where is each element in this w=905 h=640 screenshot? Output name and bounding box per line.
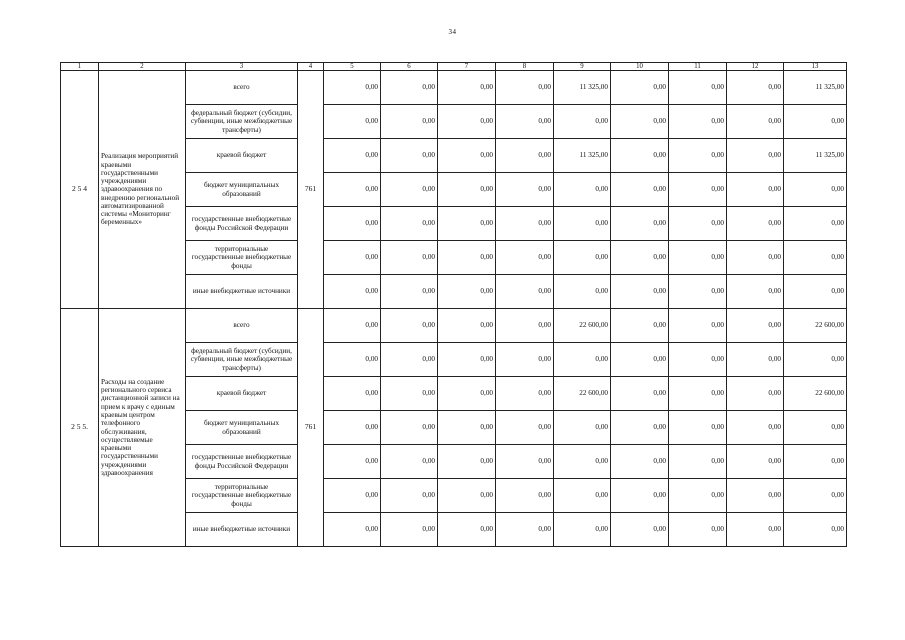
funding-source: государственные внебюджетные фонды Российской Федерации <box>186 207 298 241</box>
amount-cell: 0,00 <box>611 139 669 173</box>
amount-cell: 0,00 <box>727 479 784 513</box>
amount-cell: 0,00 <box>496 479 554 513</box>
amount-cell: 0,00 <box>611 275 669 309</box>
amount-cell: 0,00 <box>324 275 381 309</box>
table-body <box>61 63 847 547</box>
amount-cell: 0,00 <box>727 241 784 275</box>
amount-cell: 0,00 <box>727 275 784 309</box>
amount-cell: 0,00 <box>381 173 438 207</box>
amount-cell: 0,00 <box>496 445 554 479</box>
funding-source: иные внебюджетные источники <box>186 513 298 547</box>
column-number-row <box>61 63 847 71</box>
amount-cell: 0,00 <box>496 241 554 275</box>
amount-cell: 22 600,00 <box>784 309 847 343</box>
amount-cell: 0,00 <box>438 343 496 377</box>
column-number: 13 <box>784 63 847 71</box>
amount-cell: 0,00 <box>784 513 847 547</box>
budget-table <box>60 62 847 547</box>
amount-cell: 0,00 <box>669 411 727 445</box>
funding-source: бюджет муниципальных образований <box>186 411 298 445</box>
amount-cell: 0,00 <box>324 207 381 241</box>
amount-cell: 0,00 <box>554 479 611 513</box>
amount-cell: 0,00 <box>324 309 381 343</box>
amount-cell: 0,00 <box>438 377 496 411</box>
amount-cell: 0,00 <box>727 207 784 241</box>
amount-cell: 0,00 <box>324 71 381 105</box>
funding-source: федеральный бюджет (субсидии, субвенции, иные межбюджетные трансферты) <box>186 343 298 377</box>
amount-cell: 0,00 <box>669 309 727 343</box>
amount-cell: 0,00 <box>669 343 727 377</box>
column-number: 1 <box>61 63 99 71</box>
funding-source: краевой бюджет <box>186 377 298 411</box>
amount-cell: 0,00 <box>438 139 496 173</box>
activity-title: Расходы на создание регионального сервиса дистанционной записи на прием к врачу с единым краевым центром телефонного обслуживания, осуществляемые краевыми государственными учреждениями здравоохранения <box>99 309 186 547</box>
amount-cell: 0,00 <box>554 513 611 547</box>
amount-cell: 0,00 <box>554 275 611 309</box>
column-number: 12 <box>727 63 784 71</box>
amount-cell: 0,00 <box>611 309 669 343</box>
amount-cell: 0,00 <box>438 207 496 241</box>
amount-cell: 0,00 <box>669 207 727 241</box>
amount-cell: 0,00 <box>381 105 438 139</box>
funding-source: краевой бюджет <box>186 139 298 173</box>
amount-cell: 0,00 <box>324 241 381 275</box>
amount-cell: 0,00 <box>438 411 496 445</box>
amount-cell: 0,00 <box>438 445 496 479</box>
amount-cell: 0,00 <box>727 343 784 377</box>
amount-cell: 0,00 <box>381 445 438 479</box>
column-number: 6 <box>381 63 438 71</box>
amount-cell: 0,00 <box>784 275 847 309</box>
amount-cell: 0,00 <box>727 445 784 479</box>
amount-cell: 0,00 <box>496 139 554 173</box>
amount-cell: 0,00 <box>611 71 669 105</box>
amount-cell: 0,00 <box>381 377 438 411</box>
funding-source: территориальные государственные внебюджетные фонды <box>186 479 298 513</box>
amount-cell: 11 325,00 <box>554 71 611 105</box>
amount-cell: 0,00 <box>324 513 381 547</box>
funding-source: всего <box>186 309 298 343</box>
amount-cell: 0,00 <box>381 275 438 309</box>
column-number: 4 <box>298 63 324 71</box>
amount-cell: 0,00 <box>784 207 847 241</box>
amount-cell: 0,00 <box>784 479 847 513</box>
amount-cell: 0,00 <box>669 173 727 207</box>
amount-cell: 0,00 <box>381 241 438 275</box>
column-number: 2 <box>99 63 186 71</box>
amount-cell: 0,00 <box>496 343 554 377</box>
column-number: 5 <box>324 63 381 71</box>
amount-cell: 0,00 <box>381 479 438 513</box>
amount-cell: 0,00 <box>611 173 669 207</box>
amount-cell: 0,00 <box>554 411 611 445</box>
amount-cell: 0,00 <box>438 309 496 343</box>
amount-cell: 0,00 <box>324 139 381 173</box>
amount-cell: 0,00 <box>727 139 784 173</box>
amount-cell: 0,00 <box>381 207 438 241</box>
amount-cell: 0,00 <box>669 479 727 513</box>
amount-cell: 0,00 <box>727 71 784 105</box>
activity-title: Реализация мероприятий краевыми государственными учреждениями здравоохранения по внедрению региональной автоматизированной системы «Мониторинг беременных» <box>99 71 186 309</box>
amount-cell: 0,00 <box>669 377 727 411</box>
amount-cell: 22 600,00 <box>554 309 611 343</box>
amount-cell: 0,00 <box>611 241 669 275</box>
amount-cell: 0,00 <box>727 309 784 343</box>
column-number: 11 <box>669 63 727 71</box>
amount-cell: 0,00 <box>496 411 554 445</box>
amount-cell: 0,00 <box>554 445 611 479</box>
amount-cell: 0,00 <box>727 513 784 547</box>
amount-cell: 0,00 <box>438 173 496 207</box>
column-number: 7 <box>438 63 496 71</box>
amount-cell: 0,00 <box>669 71 727 105</box>
amount-cell: 0,00 <box>496 71 554 105</box>
amount-cell: 0,00 <box>611 105 669 139</box>
amount-cell: 0,00 <box>496 173 554 207</box>
amount-cell: 0,00 <box>611 513 669 547</box>
amount-cell: 0,00 <box>381 411 438 445</box>
amount-cell: 0,00 <box>727 105 784 139</box>
column-number: 8 <box>496 63 554 71</box>
table-row <box>61 309 847 343</box>
amount-cell: 22 600,00 <box>784 377 847 411</box>
amount-cell: 0,00 <box>554 343 611 377</box>
amount-cell: 0,00 <box>669 445 727 479</box>
amount-cell: 11 325,00 <box>554 139 611 173</box>
amount-cell: 0,00 <box>381 139 438 173</box>
amount-cell: 0,00 <box>438 241 496 275</box>
amount-cell: 0,00 <box>784 343 847 377</box>
page-number: 34 <box>448 28 457 36</box>
amount-cell: 0,00 <box>784 105 847 139</box>
amount-cell: 0,00 <box>611 343 669 377</box>
amount-cell: 0,00 <box>438 71 496 105</box>
amount-cell: 0,00 <box>381 309 438 343</box>
amount-cell: 0,00 <box>669 105 727 139</box>
amount-cell: 0,00 <box>381 513 438 547</box>
amount-cell: 0,00 <box>611 207 669 241</box>
funding-source: иные внебюджетные источники <box>186 275 298 309</box>
amount-cell: 0,00 <box>554 207 611 241</box>
amount-cell: 11 325,00 <box>784 139 847 173</box>
grbs-code: 761 <box>298 309 324 547</box>
amount-cell: 0,00 <box>381 343 438 377</box>
amount-cell: 0,00 <box>554 241 611 275</box>
amount-cell: 0,00 <box>324 479 381 513</box>
amount-cell: 0,00 <box>669 275 727 309</box>
amount-cell: 0,00 <box>324 445 381 479</box>
funding-source: территориальные государственные внебюджетные фонды <box>186 241 298 275</box>
activity-code: 2 5 4 <box>61 71 99 309</box>
amount-cell: 0,00 <box>727 411 784 445</box>
amount-cell: 0,00 <box>496 207 554 241</box>
amount-cell: 0,00 <box>784 411 847 445</box>
amount-cell: 0,00 <box>669 513 727 547</box>
amount-cell: 0,00 <box>438 105 496 139</box>
amount-cell: 22 600,00 <box>554 377 611 411</box>
activity-code: 2 5 5. <box>61 309 99 547</box>
amount-cell: 0,00 <box>727 377 784 411</box>
amount-cell: 0,00 <box>324 411 381 445</box>
column-number: 9 <box>554 63 611 71</box>
amount-cell: 0,00 <box>611 445 669 479</box>
amount-cell: 0,00 <box>611 479 669 513</box>
amount-cell: 0,00 <box>324 105 381 139</box>
amount-cell: 0,00 <box>784 241 847 275</box>
funding-source: государственные внебюджетные фонды Российской Федерации <box>186 445 298 479</box>
amount-cell: 0,00 <box>324 377 381 411</box>
amount-cell: 0,00 <box>727 173 784 207</box>
amount-cell: 0,00 <box>496 105 554 139</box>
grbs-code: 761 <box>298 71 324 309</box>
amount-cell: 0,00 <box>554 173 611 207</box>
amount-cell: 11 325,00 <box>784 71 847 105</box>
amount-cell: 0,00 <box>324 173 381 207</box>
funding-source: всего <box>186 71 298 105</box>
amount-cell: 0,00 <box>554 105 611 139</box>
amount-cell: 0,00 <box>381 71 438 105</box>
amount-cell: 0,00 <box>496 377 554 411</box>
column-number: 3 <box>186 63 298 71</box>
amount-cell: 0,00 <box>784 445 847 479</box>
amount-cell: 0,00 <box>611 411 669 445</box>
funding-source: федеральный бюджет (субсидии, субвенции, иные межбюджетные трансферты) <box>186 105 298 139</box>
amount-cell: 0,00 <box>438 513 496 547</box>
amount-cell: 0,00 <box>496 275 554 309</box>
amount-cell: 0,00 <box>496 513 554 547</box>
amount-cell: 0,00 <box>324 343 381 377</box>
amount-cell: 0,00 <box>669 241 727 275</box>
funding-source: бюджет муниципальных образований <box>186 173 298 207</box>
amount-cell: 0,00 <box>669 139 727 173</box>
amount-cell: 0,00 <box>784 173 847 207</box>
amount-cell: 0,00 <box>438 479 496 513</box>
table-row <box>61 71 847 105</box>
amount-cell: 0,00 <box>438 275 496 309</box>
amount-cell: 0,00 <box>611 377 669 411</box>
column-number: 10 <box>611 63 669 71</box>
amount-cell: 0,00 <box>496 309 554 343</box>
